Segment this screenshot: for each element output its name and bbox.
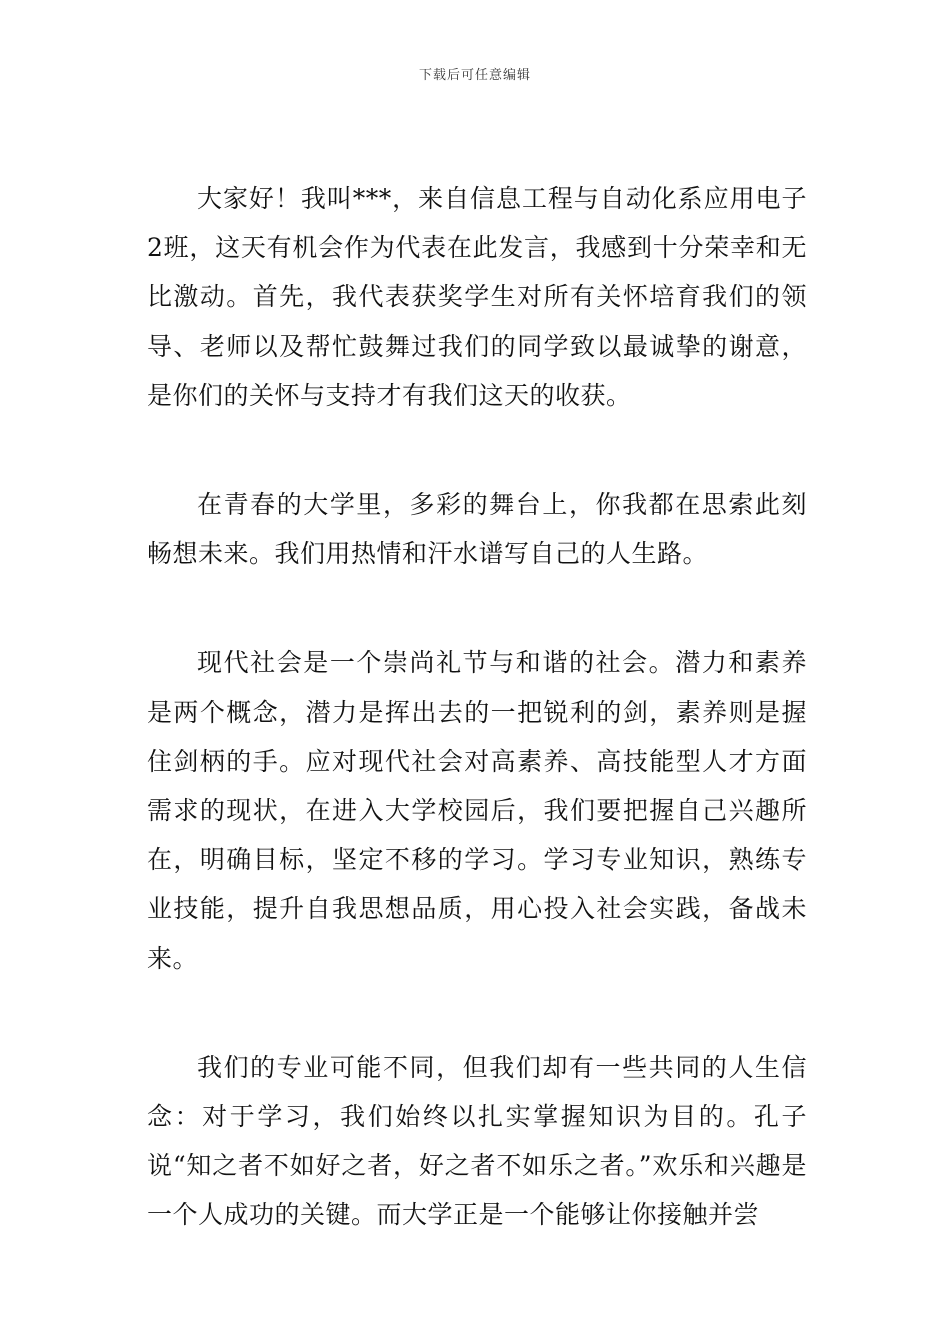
paragraph-4: 我们的专业可能不同，但我们却有一些共同的人生信念：对于学习，我们始终以扎实掌握知识为目的。孔子说“知之者不如好之者，好之者不如乐之者。”欢乐和兴趣是一个人成功的关键。而大学正是一个能够让你接触并尝	[147, 1052, 807, 1230]
page-header: 下载后可任意编辑	[418, 68, 531, 83]
paragraph-1: 大家好！我叫***，来自信息工程与自动化系应用电子2班，这天有机会作为代表在此发言，我感到十分荣幸和无比激动。首先，我代表获奖学生对所有关怀培育我们的领导、老师以及帮忙鼓舞过我们的同学致以最诚挚的谢意，是你们的关怀与支持才有我们这天的收获。	[147, 184, 807, 410]
paragraph-3: 现代社会是一个崇尚礼节与和谐的社会。潜力和素养是两个概念，潜力是挥出去的一把锐利的剑，素养则是握住剑柄的手。应对现代社会对高素养、高技能型人才方面需求的现状，在进入大学校园后，我们要把握自己兴趣所在，明确目标，坚定不移的学习。学习专业知识，熟练专业技能，提升自我思想品质，用心投入社会实践，备战未来。	[147, 648, 807, 973]
document-body	[147, 174, 807, 1300]
paragraph-2: 在青春的大学里，多彩的舞台上，你我都在思索此刻畅想未来。我们用热情和汗水谱写自己的人生路。	[147, 490, 807, 569]
